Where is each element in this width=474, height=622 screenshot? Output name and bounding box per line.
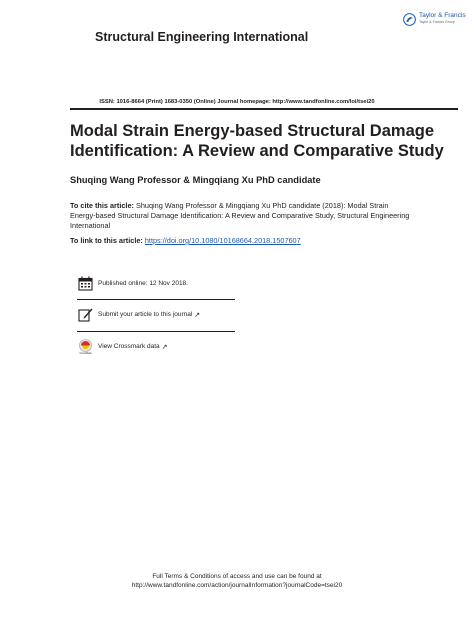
header-rule	[70, 108, 458, 110]
publisher-logo-icon	[403, 13, 416, 26]
article-authors: Shuqing Wang Professor & Mingqiang Xu PhD candidate	[70, 175, 321, 185]
footer-url[interactable]: http://www.tandfonline.com/action/journalInformation?journalCode=tsei20	[131, 581, 343, 589]
submit-article-link[interactable]	[77, 306, 235, 323]
article-title: Modal Strain Energy-based Structural Damage Identification: A Review and Comparative Study	[70, 122, 444, 160]
crossmark-caption: CrossMark	[79, 351, 92, 355]
doi-link[interactable]: https://doi.org/10.1080/10168664.2018.1507607	[144, 236, 301, 245]
link-label: To link to this article:	[70, 236, 143, 245]
edit-icon	[77, 306, 94, 323]
issn-line[interactable]: ISSN: 1016-8664 (Print) 1683-0350 (Online) Journal homepage: http://www.tandfonline.com/loi/tsei20	[99, 99, 375, 105]
journal-title: Structural Engineering International	[95, 30, 309, 44]
citation-text: Shuqing Wang Professor & Mingqiang Xu PhD candidate (2018): Modal Strain Energy-based Structural Damage Identification: A Review and Comparative Study, Structural Engineering International	[70, 201, 410, 230]
citation-block	[70, 201, 410, 231]
external-link-icon: ↗	[194, 311, 201, 319]
footer	[0, 573, 474, 590]
published-date: Published online: 12 Nov 2018.	[98, 280, 188, 287]
divider	[77, 299, 235, 300]
publisher-subtitle: Taylor & Francis Group	[419, 20, 455, 24]
crossmark-icon	[77, 338, 94, 355]
submit-article-label: Submit your article to this journal	[98, 311, 193, 318]
link-block	[70, 236, 301, 245]
crossmark-label: View Crossmark data	[98, 343, 160, 350]
crossmark-link[interactable]	[77, 338, 235, 355]
publisher-logo[interactable]	[403, 13, 466, 26]
publisher-name: Taylor & Francis	[419, 12, 466, 19]
citation-label: To cite this article:	[70, 201, 134, 210]
footer-terms: Full Terms & Conditions of access and use can be found at	[152, 573, 322, 580]
divider	[77, 331, 235, 332]
published-row	[77, 275, 235, 292]
external-link-icon: ↗	[161, 343, 168, 351]
calendar-icon	[77, 275, 94, 292]
